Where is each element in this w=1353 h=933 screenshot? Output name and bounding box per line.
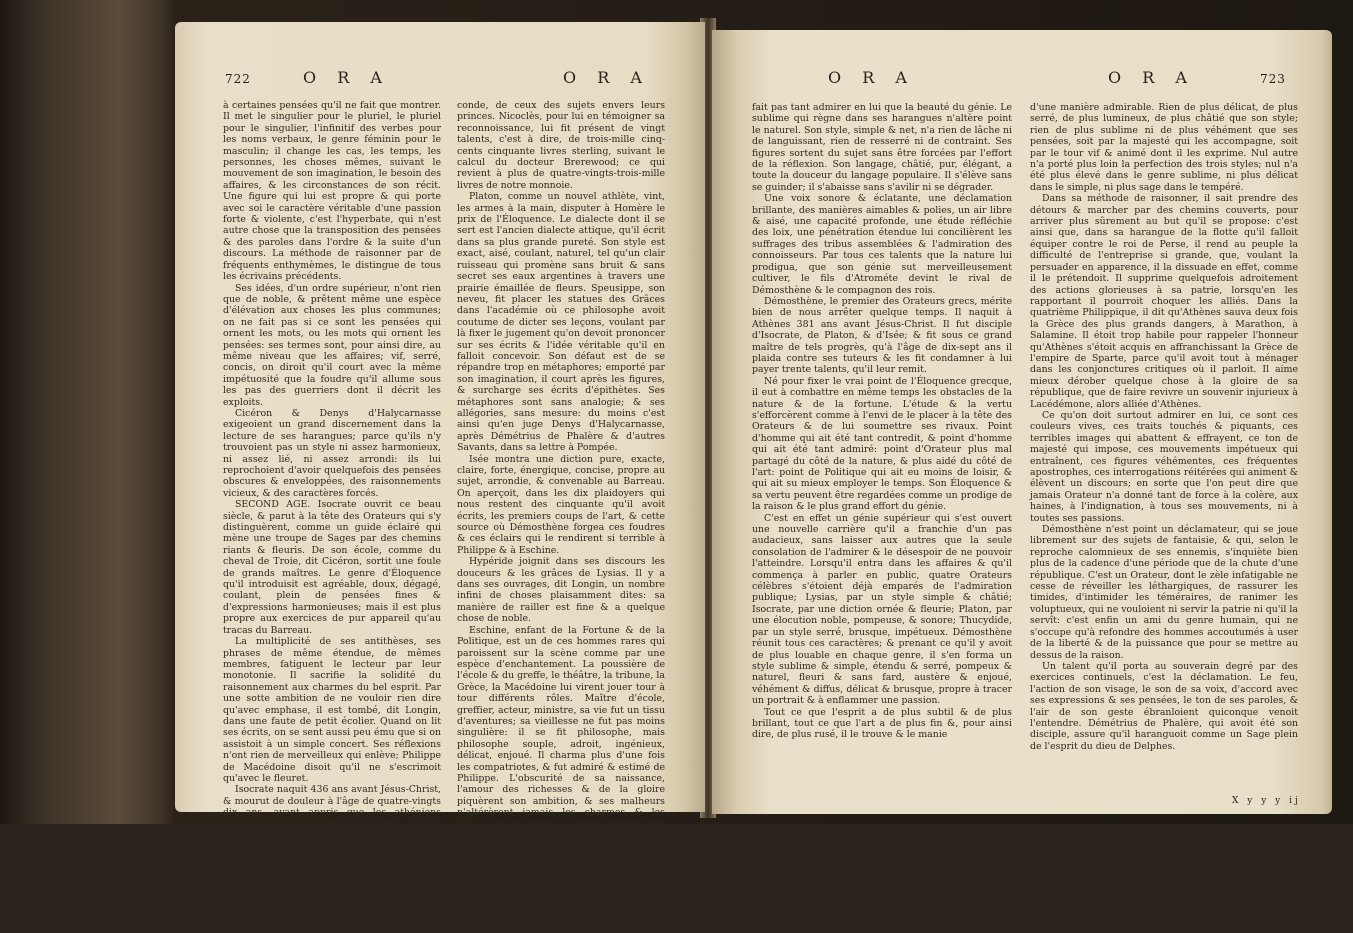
right-running-head xyxy=(712,66,1332,90)
left-page-number: 722 xyxy=(225,72,251,86)
right-head-word-2: O R A xyxy=(1108,68,1195,87)
paragraph: Démosthène n'est point un déclamateur, qui se joue librement sur des sujets de fantaisie, & qui, selon le reproche calomnieux de ses ennemis, s'inquiète bien plus de la cadence d'une période que de la chute d'une république. C'est un Orateur, dont le zèle infatigable ne cesse de réveiller les léthargiques, de rassurer les timides, d'intimider les téméraires, de ranimer les voluptueux, qui ne vouloient ni servir la patrie ni qu'il la servît: c'est enfin un ami du genre humain, qui ne s'occupe qu'à refondre des hommes accoutumés à user de la liberté & de la puissance que pour se mettre au dessus de la raison. xyxy=(1030,524,1298,661)
left-head-word-2: O R A xyxy=(563,68,650,87)
paragraph: Démosthène, le premier des Orateurs grecs, mérite bien de nous arrêter quelque temps. Il naquit à Athènes 381 ans avant Jésus-Christ. Il fut disciple d'Isocrate, de Platon, & d'Isée; & fit sous ce grand maître de tels progrès, qu'à l'âge de dix-sept ans il plaida contre ses tuteurs & les fit condamner à lui payer trente talents, qu'il leur remit. xyxy=(752,295,1012,376)
paragraph: fait pas tant admirer en lui que la beauté du génie. Le sublime qui règne dans ses harangues n'altère point le naturel. Son style, simple & net, n'a rien de lâche ni de languissant, rien de resserré ni de contraint. Ses figures sortent du sujet sans être forcées par l'effort de la réflexion. Son langage, châtié, pur, élégant, a toute la douceur du langage populaire. Il s'élève sans se guinder; il s'abaisse sans s'avilir ni se dégrader. xyxy=(752,102,1012,193)
right-page xyxy=(712,30,1332,814)
paragraph: Cicéron & Denys d'Halycarnasse exigeoient un grand discernement dans la lecture de ses harangues; parce qu'ils n'y trouvoient pas un style ni assez harmonieux, ni assez lié, ni assez arrondi: ils lui reprochoient d'avoir quelquefois des pensées obscures & enveloppées, des raisonnements vicieux, & des caractères forcés. xyxy=(223,407,441,499)
paragraph: Isocrate naquit 436 ans avant Jésus-Christ, & mourut de douleur à l'âge de quatre-vingts dix ans, ayant appris que les athéniens avoient perdu la bataille de Chéronée. Il nous reste de lui vingt & une harangues que Wolfius a traduites du grec en latin. Il y a deux de ces oraisons pour Nicoclès roi de Chypre, qui sont parvenues jusqu'à nous: la première traite des devoirs des princes envers leurs sujets; & la se- xyxy=(223,784,441,899)
right-column-1 xyxy=(752,102,1012,802)
left-page xyxy=(175,22,705,933)
paragraph: La multiplicité de ses antithèses, ses phrases de même étendue, de mêmes membres, fatiguent le lecteur par leur monotonie. Il sacrifie la solidité du raisonnement aux charmes du bel esprit. Par une sotte ambition de ne vouloir rien dire qu'avec emphase, il est tombé, dit Longin, dans une faute de petit écolier. Quand on lit ses écrits, on se sent aussi peu ému que si on assistoit à un simple concert. Ses réflexions n'ont rien de merveilleux qui enlève; Philippe de Macédoine disoit qu'il ne s'escrimoit qu'avec le fleuret. xyxy=(223,636,441,784)
right-column-2 xyxy=(1030,102,1298,792)
paragraph: d'une manière admirable. Rien de plus délicat, de plus serré, de plus lumineux, de plus châtié que son style; rien de plus sublime ni de plus véhément que ses pensées, soit par la majesté qui les accompagne, soit par le tour vif & animé dont il les exprime. Nul autre n'a porté plus loin la perfection des trois styles; nul n'a été plus élevé dans le genre sublime, ni plus délicat dans le simple, ni plus sage dans le tempéré. xyxy=(1030,102,1298,193)
right-page-number: 723 xyxy=(1260,72,1286,86)
paragraph: Tout ce que l'esprit a de plus subtil & de plus brillant, tout ce que l'art a de plus fin &, pour ainsi dire, de plus rusé, il le trouve & le manie xyxy=(752,706,1012,741)
paragraph: Hypéride joignit dans ses discours les douceurs & les grâces de Lysias. Il y a dans ses ouvrages, dit Longin, un nombre infini de choses plaisamment dites: sa manière de railler est fine & a quelque chose de noble. xyxy=(457,556,665,625)
paragraph: Une heureuse facilité, que la nature seule peut donner, règne partout dans ses écrits; l'art & le travail ne s'y font point sentir. Il est brillant & solide; sa diction, ornée des plus nobles & des plus magnifiques figures, est assaisonnée des traits les plus vifs & les plus piquants. La finesse de l'art ne se xyxy=(457,841,665,933)
paragraph: Une voix sonore & éclatante, une déclamation brillante, des manières aimables & polies, un air libre & aisé, une capacité profonde, une étude réfléchie des loix, une pénétration étendue lui concilièrent les suffrages des tribus assemblées & l'admiration des connoisseurs. Par tous ces talents que la nature lui prodigua, que son génie sut merveilleusement cultiver, le fils d'Atrométe devint le rival de Démosthène & le compagnon des rois. xyxy=(752,193,1012,296)
paragraph: Platon, comme un nouvel athlète, vint, les armes à la main, disputer à Homère le prix de l'Éloquence. Le dialecte dont il se sert est l'ancien dialecte attique, qu'il écrit dans sa plus grande pureté. Son style est exact, aisé, coulant, naturel, tel qu'un clair ruisseau qui promène sans bruit & sans secret ses eaux argentines à travers une prairie émaillée de fleurs. Speusippe, son neveu, fit placer les statues des Grâces dans l'académie où ce philosophe avoit coutume de dicter ses leçons, voulant par là fixer le jugement qu'on devoit prononcer sur ses écrits & l'idée véritable qu'il en falloit concevoir. Son défaut est de se répandre trop en métaphores; emporté par son imagination, il court après les figures, & surcharge ses écrits d'épithètes. Ses métaphores sont sans analogie; & ses allégories, sans mesure: du moins c'est ainsi qu'en juge Denys d'Halycarnasse, après Démétrius de Phalère & d'autres Savants, dans sa lettre à Pompée. xyxy=(457,191,665,454)
paragraph: Isée montra une diction pure, exacte, claire, forte, énergique, concise, propre au sujet, arrondie, & convenable au Barreau. On aperçoit, dans les dix plaidoyers qui nous restent des cinquante qu'il avoit écrits, les premiers coups de l'art, & cette source où Démosthène forgea ces foudres & ces éclairs qui le rendirent si terrible à Philippe & à Eschine. xyxy=(457,453,665,556)
paragraph: SECOND AGE. Isocrate ouvrit ce beau siècle, & parut à la tête des Orateurs qui s'y distinguèrent, comme un guide éclairé qui mène une troupe de Sages par des chemins riants & fleuris. De son école, comme du cheval de Troie, dit Cicéron, sortit une foule de grands maîtres. Le genre d'Éloquence qu'il introduisit est agréable, doux, dégagé, coulant, plein de pensées fines & d'expressions harmonieuses; mais il est plus propre aux exercices de pur appareil qu'au tracas du Barreau. xyxy=(223,499,441,636)
paragraph: Né pour fixer le vrai point de l'Éloquence grecque, il eut à combattre en même temps les obstacles de la nature & de la fortune. L'étude & la vertu s'efforcèrent comme à l'envi de le placer à la tête des Orateurs & de lui soumettre ses rivaux. Point d'homme qui ait été tant contredit, & point d'homme qui ait été tant admiré: point d'Orateur plus mal partagé du côté de la nature, & plus aidé du côté de l'art: point de Politique qui ait eu moins de loisir, & qui ait su mieux employer le temps. Son Éloquence & sa vertu peuvent être regardées comme un prodige de la raison & le plus grand effort du génie. xyxy=(752,375,1012,513)
paragraph: C'est en effet un génie supérieur qui s'est ouvert une nouvelle carrière qu'il a franchie d'un pas audacieux, sans laisser aux autres que la seule consolation de l'admirer & le désespoir de ne pouvoir l'atteindre. Lorsqu'il entra dans les affaires & qu'il commença à parler en public, quatre Orateurs célèbres s'étoient déjà emparés de l'admiration publique; Lysias, par un style simple & châtié; Isocrate, par une diction ornée & fleurie; Platon, par une élocution noble, pompeuse, & sonore; Thucydide, par un style serré, brusque, impétueux. Démosthène réunit tous ces caractères; & prenant ce qu'il y avoit de plus louable en chaque genre, il s'en forma un style sublime & simple, étendu & serré, pompeux & naturel, fleuri & sans fard, austère & enjoué, véhément & diffus, délicat & brusque, propre à tracer un portrait & à enflammer une passion. xyxy=(752,512,1012,707)
paragraph: Eschine, enfant de la Fortune & de la Politique, est un de ces hommes rares qui paroissent sur la scène comme par une espèce d'enchantement. La poussière de l'école & du greffe, le théâtre, la tribune, la Grèce, la Macédoine lui virent jouer tour à tour différents rôles. Maître d'école, greffier, acteur, ministre, sa vie fut un tissu d'aventures; sa vieillesse ne fut pas moins singulière: il se fit philosophe, mais philosophe souple, adroit, ingénieux, délicat, enjoué. Il charma plus d'une fois les compatriotes, & fut admiré & estimé de Philippe. L'obscurité de sa naissance, l'amour des richesses & de la gloire piquèrent son ambition, & ses malheurs n'altérèrent jamais les charmes & les grâces de son esprit; il l'avoit extrêmement beau. xyxy=(457,624,665,841)
paragraph: Un talent qu'il porta au souverain degré par des exercices continuels, c'est la déclamation. Le feu, l'action de son visage, le son de sa voix, d'accord avec ses expressions & ses pensées, le ton de ses paroles, & l'air de son geste ébranloient quiconque venoit l'entendre. Démétrius de Phalère, qui avoit été son disciple, assure qu'il haranguoit comme un Sage plein de l'esprit du dieu de Delphes. xyxy=(1030,660,1298,752)
right-head-word-1: O R A xyxy=(828,68,915,87)
signature-mark: X y y y ij xyxy=(1232,796,1301,806)
paragraph: Ce qu'on doit surtout admirer en lui, ce sont ces couleurs vives, ces traits touchés & piquants, ces terribles images qui abattent & effrayent, ce ton de majesté qui impose, ces mouvements impétueux qui entraînent, ces figures véhémentes, ces fréquentes apostrophes, ces interrogations réitérées qui animent & élèvent un discours; en sorte que l'on peut dire que jamais Orateur n'a donné tant de force à la colère, aux haines, à l'indignation, à tous ses mouvements, ni à toutes ses passions. xyxy=(1030,409,1298,524)
paragraph: conde, de ceux des sujets envers leurs princes. Nicoclès, pour lui en témoigner sa reconnoissance, lui fit présent de vingt talents, c'est à dire, de trois-mille cinq-cents cinquante livres sterling, suivant le calcul du docteur Brerewood; ce qui revient à plus de quatre-vingts-trois-mille livres de notre monnoie. xyxy=(457,100,665,191)
left-running-head xyxy=(175,66,705,90)
paragraph: à certaines pensées qu'il ne fait que montrer. Il met le singulier pour le pluriel, le pluriel pour le singulier, l'infinitif des verbes pour les noms verbaux, le genre féminin pour le masculin; il change les cas, les temps, les personnes, les choses mêmes, suivant le mouvement de son imagination, le besoin des affaires, & les circonstances de son récit. Une figure qui lui est propre & qui porte avec soi le caractère véritable d'une passion forte & violente, c'est l'hyperbate, qui n'est autre chose que la transposition des pensées & des paroles dans l'ordre & la suite d'un discours. La méthode de raisonner par de fréquents enthymèmes, le distingue de tous les écrivains précédents. xyxy=(223,100,441,283)
left-column-2 xyxy=(457,100,665,933)
left-column-1 xyxy=(223,100,441,899)
left-head-word-1: O R A xyxy=(303,68,390,87)
paragraph: Dans sa méthode de raisonner, il sait prendre des détours & marcher par des chemins couverts, pour arriver plus sûrement au but qu'il se propose: c'est ainsi que, dans sa harangue de la flotte qu'il falloit équiper contre le roi de Perse, il rend au peuple la difficulté de l'entreprise si grande, que, voulant la persuader en apparence, il la dissuade en effet, comme il le prétendoit. Il supprime quelquefois adroitement des actions glorieuses à sa patrie, lorsqu'en les rapportant il pourroit choquer les alliés. Dans la quatrième Philippique, il dit qu'Athènes sauva deux fois la Grèce des plus grands dangers, à Marathon, à Salamine. Il étoit trop habile pour rappeler l'honneur qu'Athènes s'étoit acquis en affranchissant la Grèce de l'empire de Sparte, parce qu'il avoit tout à ménager dans les conjonctures critiques où il parloit. Il aime mieux dérober quelque chose à la gloire de sa république, que de faire revivre un souvenir injurieux à Lacédémone, alors alliée d'Athènes. xyxy=(1030,193,1298,410)
paragraph: Ses idées, d'un ordre supérieur, n'ont rien que de noble, & prêtent même une espèce d'élévation aux choses les plus communes; on ne fait pas si ce sont les pensées qui ornent les mots, ou les mots qui ornent les pensées: ses termes sont, pour ainsi dire, au même niveau que les affaires; vif, serré, concis, on diroit qu'il court avec la même impétuosité que la foudre qu'il allume sous les pas des guerriers dont il décrit les exploits. xyxy=(223,282,441,408)
